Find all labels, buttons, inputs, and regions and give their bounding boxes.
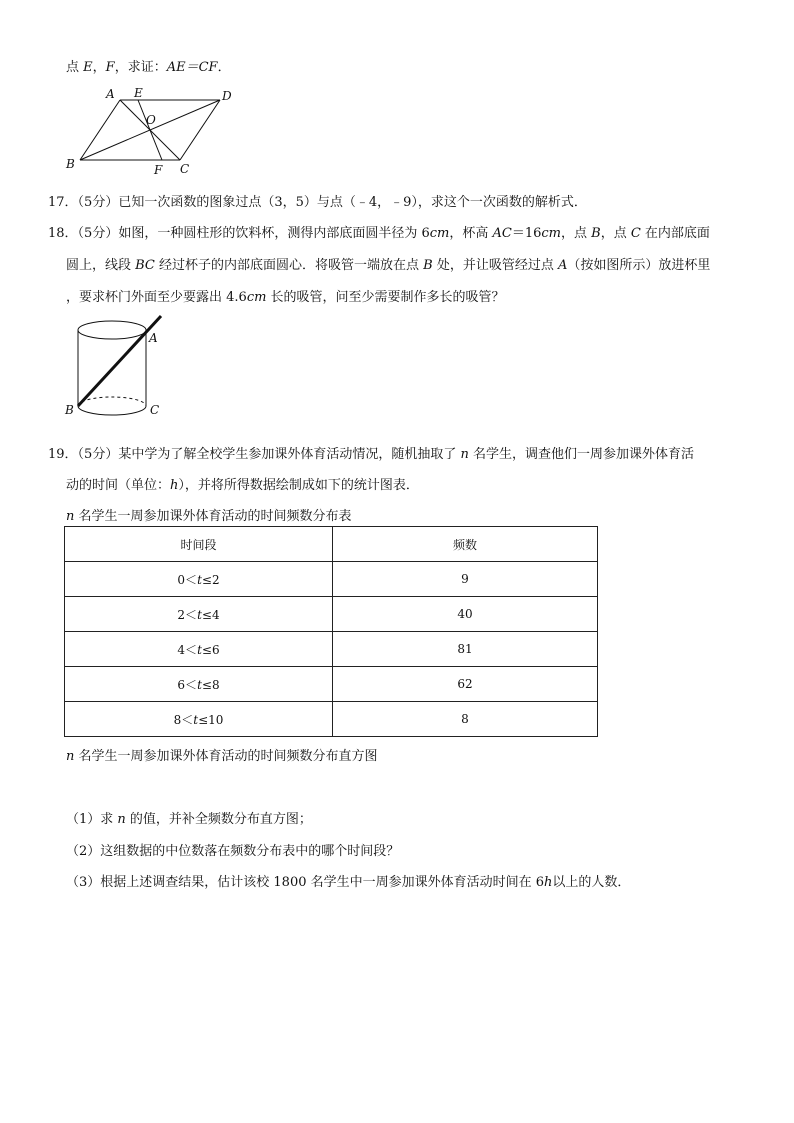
range-var: t <box>197 642 202 657</box>
q19-text: 名学生，调查他们一周参加课外体育活 <box>468 447 694 462</box>
q18-text: 经过杯子的内部底面圆心．将吸管一端放在点 <box>154 258 424 273</box>
sub1-text: 的值，并补全频数分布直方图； <box>125 812 312 827</box>
q16-comma: ， <box>92 60 106 75</box>
q19-text: （5分）某中学为了解全校学生参加课外体育活动情况，随机抽取了 <box>77 447 461 462</box>
straw <box>78 316 161 406</box>
q16-prove-text: ，求证： <box>114 60 167 75</box>
range-lt: ＜ <box>185 642 198 657</box>
frequency-cell: 9 <box>333 562 598 597</box>
cylinder-top-ellipse <box>78 321 146 339</box>
question-18-line1 <box>48 222 710 241</box>
range-le: ≤ <box>198 712 209 727</box>
range-var: t <box>197 607 202 622</box>
label-a: A <box>106 87 115 101</box>
range-high: 8 <box>211 677 220 692</box>
range-low: 2 <box>177 607 186 622</box>
q17-text: （5分）已知一次函数的图象过点（3，5）与点（﹣4，﹣9），求这个一次函数的解析式． <box>77 195 587 210</box>
table-header-row <box>65 527 598 562</box>
range-high: 10 <box>208 712 224 727</box>
range-lt: ＜ <box>181 712 194 727</box>
range-lt: ＜ <box>185 677 198 692</box>
sub3-text: （3）根据上述调查结果，估计该校 1800 名学生中一周参加课外体育活动时间在 6 <box>66 875 545 890</box>
table-row <box>65 702 598 737</box>
range-le: ≤ <box>201 677 212 692</box>
q18-text: 在内部底面 <box>640 226 710 241</box>
cylinder-figure <box>60 310 180 422</box>
frequency-cell: 62 <box>333 667 598 702</box>
q18-var: B <box>591 226 601 241</box>
q16-text: 点 <box>66 60 84 75</box>
label-c: C <box>150 403 160 417</box>
frequency-table <box>64 526 598 737</box>
range-le: ≤ <box>201 642 212 657</box>
table-row <box>65 562 598 597</box>
table-title-var: n <box>66 509 75 524</box>
question-17 <box>48 191 587 210</box>
time-range-cell <box>65 597 333 632</box>
q18-text: ，杯高 <box>449 226 493 241</box>
histogram-title <box>66 745 378 764</box>
question-18-line2 <box>66 254 710 273</box>
time-range-cell <box>65 562 333 597</box>
range-lt: ＜ <box>185 572 198 587</box>
sub1-var: n <box>117 812 126 827</box>
label-d: D <box>222 89 232 103</box>
range-var: t <box>197 572 202 587</box>
header-time-range: 时间段 <box>65 527 333 562</box>
cylinder-bottom-front <box>78 406 146 415</box>
label-b: B <box>66 157 75 171</box>
range-high: 2 <box>211 572 220 587</box>
time-range-cell <box>65 667 333 702</box>
sub-question-1 <box>66 808 312 827</box>
q16-point-f: F <box>105 60 115 75</box>
sub3-text: 以上的人数． <box>552 875 631 890</box>
q18-var: C <box>630 226 641 241</box>
segment-ef <box>138 100 162 160</box>
question-19-line2 <box>66 474 419 493</box>
q17-number: 17． <box>48 195 78 210</box>
range-le: ≤ <box>201 607 212 622</box>
range-lt: ＜ <box>185 607 198 622</box>
q18-var: AC <box>492 226 512 241</box>
range-high: 6 <box>211 642 220 657</box>
sub3-var: h <box>544 875 553 890</box>
header-frequency: 频数 <box>333 527 598 562</box>
range-low: 6 <box>177 677 186 692</box>
histogram-title-var: n <box>66 749 75 764</box>
q18-number: 18． <box>48 226 78 241</box>
range-var: t <box>193 712 199 727</box>
range-le: ≤ <box>201 572 212 587</box>
q16-tail-line <box>66 56 231 75</box>
q18-text: 长的吸管，问至少需要制作多长的吸管？ <box>266 290 505 305</box>
table-row <box>65 667 598 702</box>
table-title <box>66 505 352 524</box>
q19-text: ），并将所得数据绘制成如下的统计图表． <box>178 478 419 493</box>
range-high: 4 <box>211 607 220 622</box>
q19-number: 19． <box>48 447 78 462</box>
table-row <box>65 597 598 632</box>
q18-unit: cm <box>429 226 450 241</box>
time-range-cell <box>65 702 333 737</box>
range-low: 8 <box>173 712 182 727</box>
sub1-text: （1）求 <box>66 812 118 827</box>
sub-question-3 <box>66 871 630 890</box>
q19-var: n <box>460 447 469 462</box>
sub-question-2 <box>66 840 399 859</box>
q18-text: 处，并让吸管经过点 <box>432 258 558 273</box>
range-low: 4 <box>177 642 186 657</box>
q19-var: h <box>170 478 179 493</box>
question-18-line3 <box>66 286 505 305</box>
q16-period: ． <box>217 60 231 75</box>
q18-var: A <box>557 258 568 273</box>
q18-text: ，点 <box>560 226 592 241</box>
histogram-title-text: 名学生一周参加课外体育活动的时间频数分布直方图 <box>74 749 378 764</box>
cylinder-bottom-back <box>78 397 146 406</box>
q18-var: BC <box>135 258 155 273</box>
q18-unit: cm <box>541 226 561 241</box>
q18-unit: cm <box>246 290 267 305</box>
frequency-cell: 81 <box>333 632 598 667</box>
label-b: B <box>65 403 74 417</box>
range-low: 0 <box>177 572 186 587</box>
q18-var: B <box>423 258 433 273</box>
time-range-cell <box>65 632 333 667</box>
label-f: F <box>154 163 163 177</box>
q19-text: 动的时间（单位： <box>66 478 171 493</box>
q18-text: 圆上，线段 <box>66 258 136 273</box>
q18-text: （按如图所示）放进杯里 <box>567 258 711 273</box>
q18-text: ＝16 <box>511 226 542 241</box>
label-o: O <box>146 113 156 127</box>
question-19-line1 <box>48 443 694 462</box>
q16-formula: AE＝CF <box>166 60 218 75</box>
table-title-text: 名学生一周参加课外体育活动的时间频数分布表 <box>74 509 352 524</box>
parallelogram-figure <box>60 84 240 180</box>
label-e: E <box>134 86 143 100</box>
q18-text: ，点 <box>600 226 631 241</box>
label-a: A <box>149 331 158 345</box>
frequency-cell: 8 <box>333 702 598 737</box>
label-c: C <box>180 162 190 176</box>
q18-text: （5分）如图，一种圆柱形的饮料杯，测得内部底面圆半径为 6 <box>77 226 430 241</box>
frequency-cell: 40 <box>333 597 598 632</box>
sub2-text: （2）这组数据的中位数落在频数分布表中的哪个时间段？ <box>66 844 400 859</box>
table-row <box>65 632 598 667</box>
q18-text: ，要求杯门外面至少要露出 4.6 <box>66 290 247 305</box>
range-var: t <box>197 677 202 692</box>
q16-point-e: E <box>83 60 93 75</box>
